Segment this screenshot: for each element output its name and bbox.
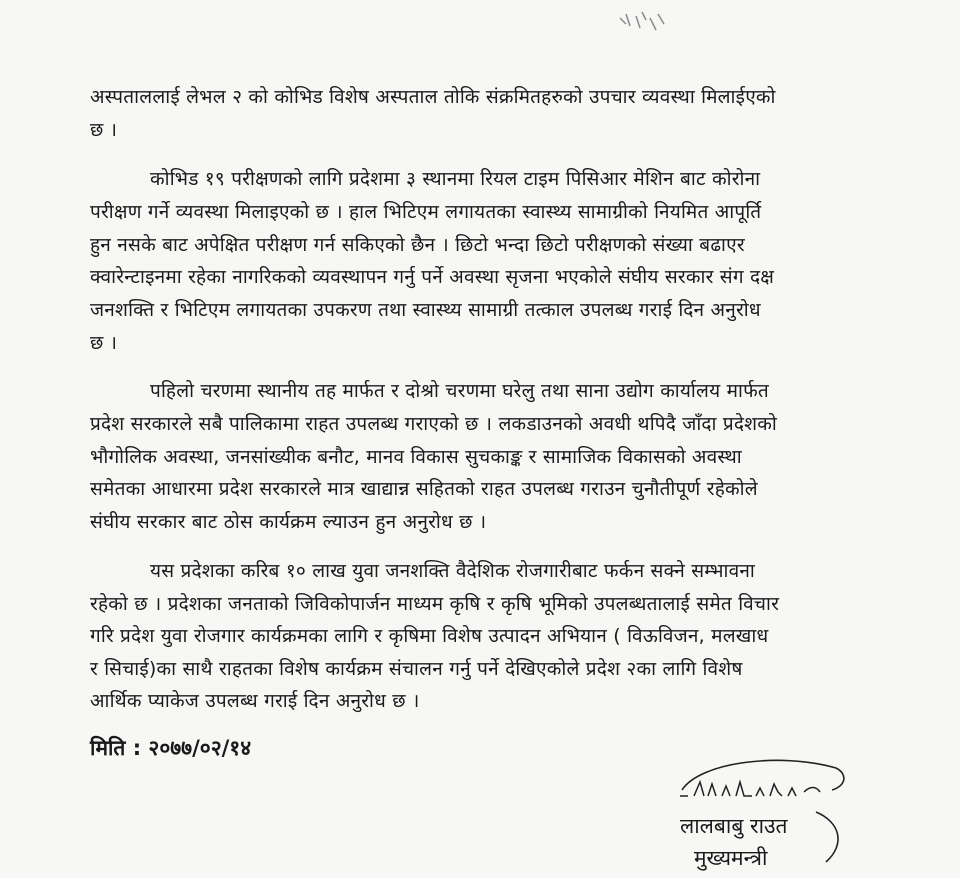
- text-line: आर्थिक प्याकेज उपलब्ध गराई दिन अनुरोध छ ।: [90, 690, 420, 712]
- text-line: पहिलो चरणमा स्थानीय तह मार्फत र दोश्रो चरणमा घरेलु तथा साना उद्योग कार्यालय मार्फत: [150, 380, 769, 402]
- text-line: क्वारेन्टाइनमा रहेका नागरिकको व्यवस्थापन गर्नु पर्ने अवस्था सृजना भएकोले संघीय सरकार संग दक्ष: [90, 266, 775, 288]
- pen-scribble-mark: [612, 6, 672, 36]
- text-line: संघीय सरकार बाट ठोस कार्यक्रम ल्याउन हुन अनुरोध छ ।: [90, 511, 487, 533]
- text-line: परीक्षण गर्ने व्यवस्था मिलाइएको छ । हाल भिटिएम लगायतका स्वास्थ्य सामाग्रीको नियमित आपूर्ति: [90, 201, 762, 223]
- text-line: हुन नसके बाट अपेक्षित परीक्षण गर्न सकिएको छैन । छिटो भन्दा छिटो परीक्षणको संख्या बढाएर: [90, 234, 745, 256]
- signatory-title: मुख्यमन्त्री: [694, 846, 768, 870]
- text-line: प्रदेश सरकारले सबै पालिकामा राहत उपलब्ध गराएको छ । लकडाउनको अवधी थपिदै जाँदा प्रदेशको: [90, 413, 778, 435]
- text-line: र सिचाई)का साथै राहतका विशेष कार्यक्रम संचालन गर्नु पर्ने देखिएकोले प्रदेश २का लागि विशेष: [90, 658, 743, 680]
- text-line: छ ।: [90, 119, 118, 141]
- date-line: मिति : २०७७/०२/१४: [90, 736, 252, 760]
- text-line: रहेको छ । प्रदेशका जनताको जिविकोपार्जन माध्यम कृषि र कृषि भूमिको उपलब्धतालाई समेत विचार: [90, 593, 780, 615]
- text-line: छ ।: [90, 332, 118, 354]
- signatory-name: लालबाबु राउत: [680, 814, 788, 838]
- text-line: जनशक्ति र भिटिएम लगायतका उपकरण तथा स्वास्थ्य सामाग्री तत्काल उपलब्ध गराई दिन अनुरोध: [90, 299, 761, 321]
- text-line: गरि प्रदेश युवा रोजगार कार्यक्रमका लागि र कृषिमा विशेष उत्पादन अभियान ( विऊविजन, मलखाध: [90, 625, 769, 647]
- text-line: भौगोलिक अवस्था, जनसांख्यीक बनौट, मानव विकास सुचकाङ्क र सामाजिक विकासको अवस्था: [90, 446, 742, 468]
- text-line: समेतका आधारमा प्रदेश सरकारले मात्र खाद्यान्न सहितको राहत उपलब्ध गराउन चुनौतीपूर्ण रहेकोले: [90, 478, 758, 500]
- text-line: अस्पताललाई लेभल २ को कोभिड विशेष अस्पताल तोकि संक्रमितहरुको उपचार व्यवस्था मिलाईएको: [90, 86, 776, 108]
- text-line: कोभिड १९ परीक्षणको लागि प्रदेशमा ३ स्थानमा रियल टाइम पिसिआर मेशिन बाट कोरोना: [150, 168, 761, 190]
- text-line: यस प्रदेशका करिब १० लाख युवा जनशक्ति वैदेशिक रोजगारीबाट फर्कन सक्ने सम्भावना: [150, 560, 756, 582]
